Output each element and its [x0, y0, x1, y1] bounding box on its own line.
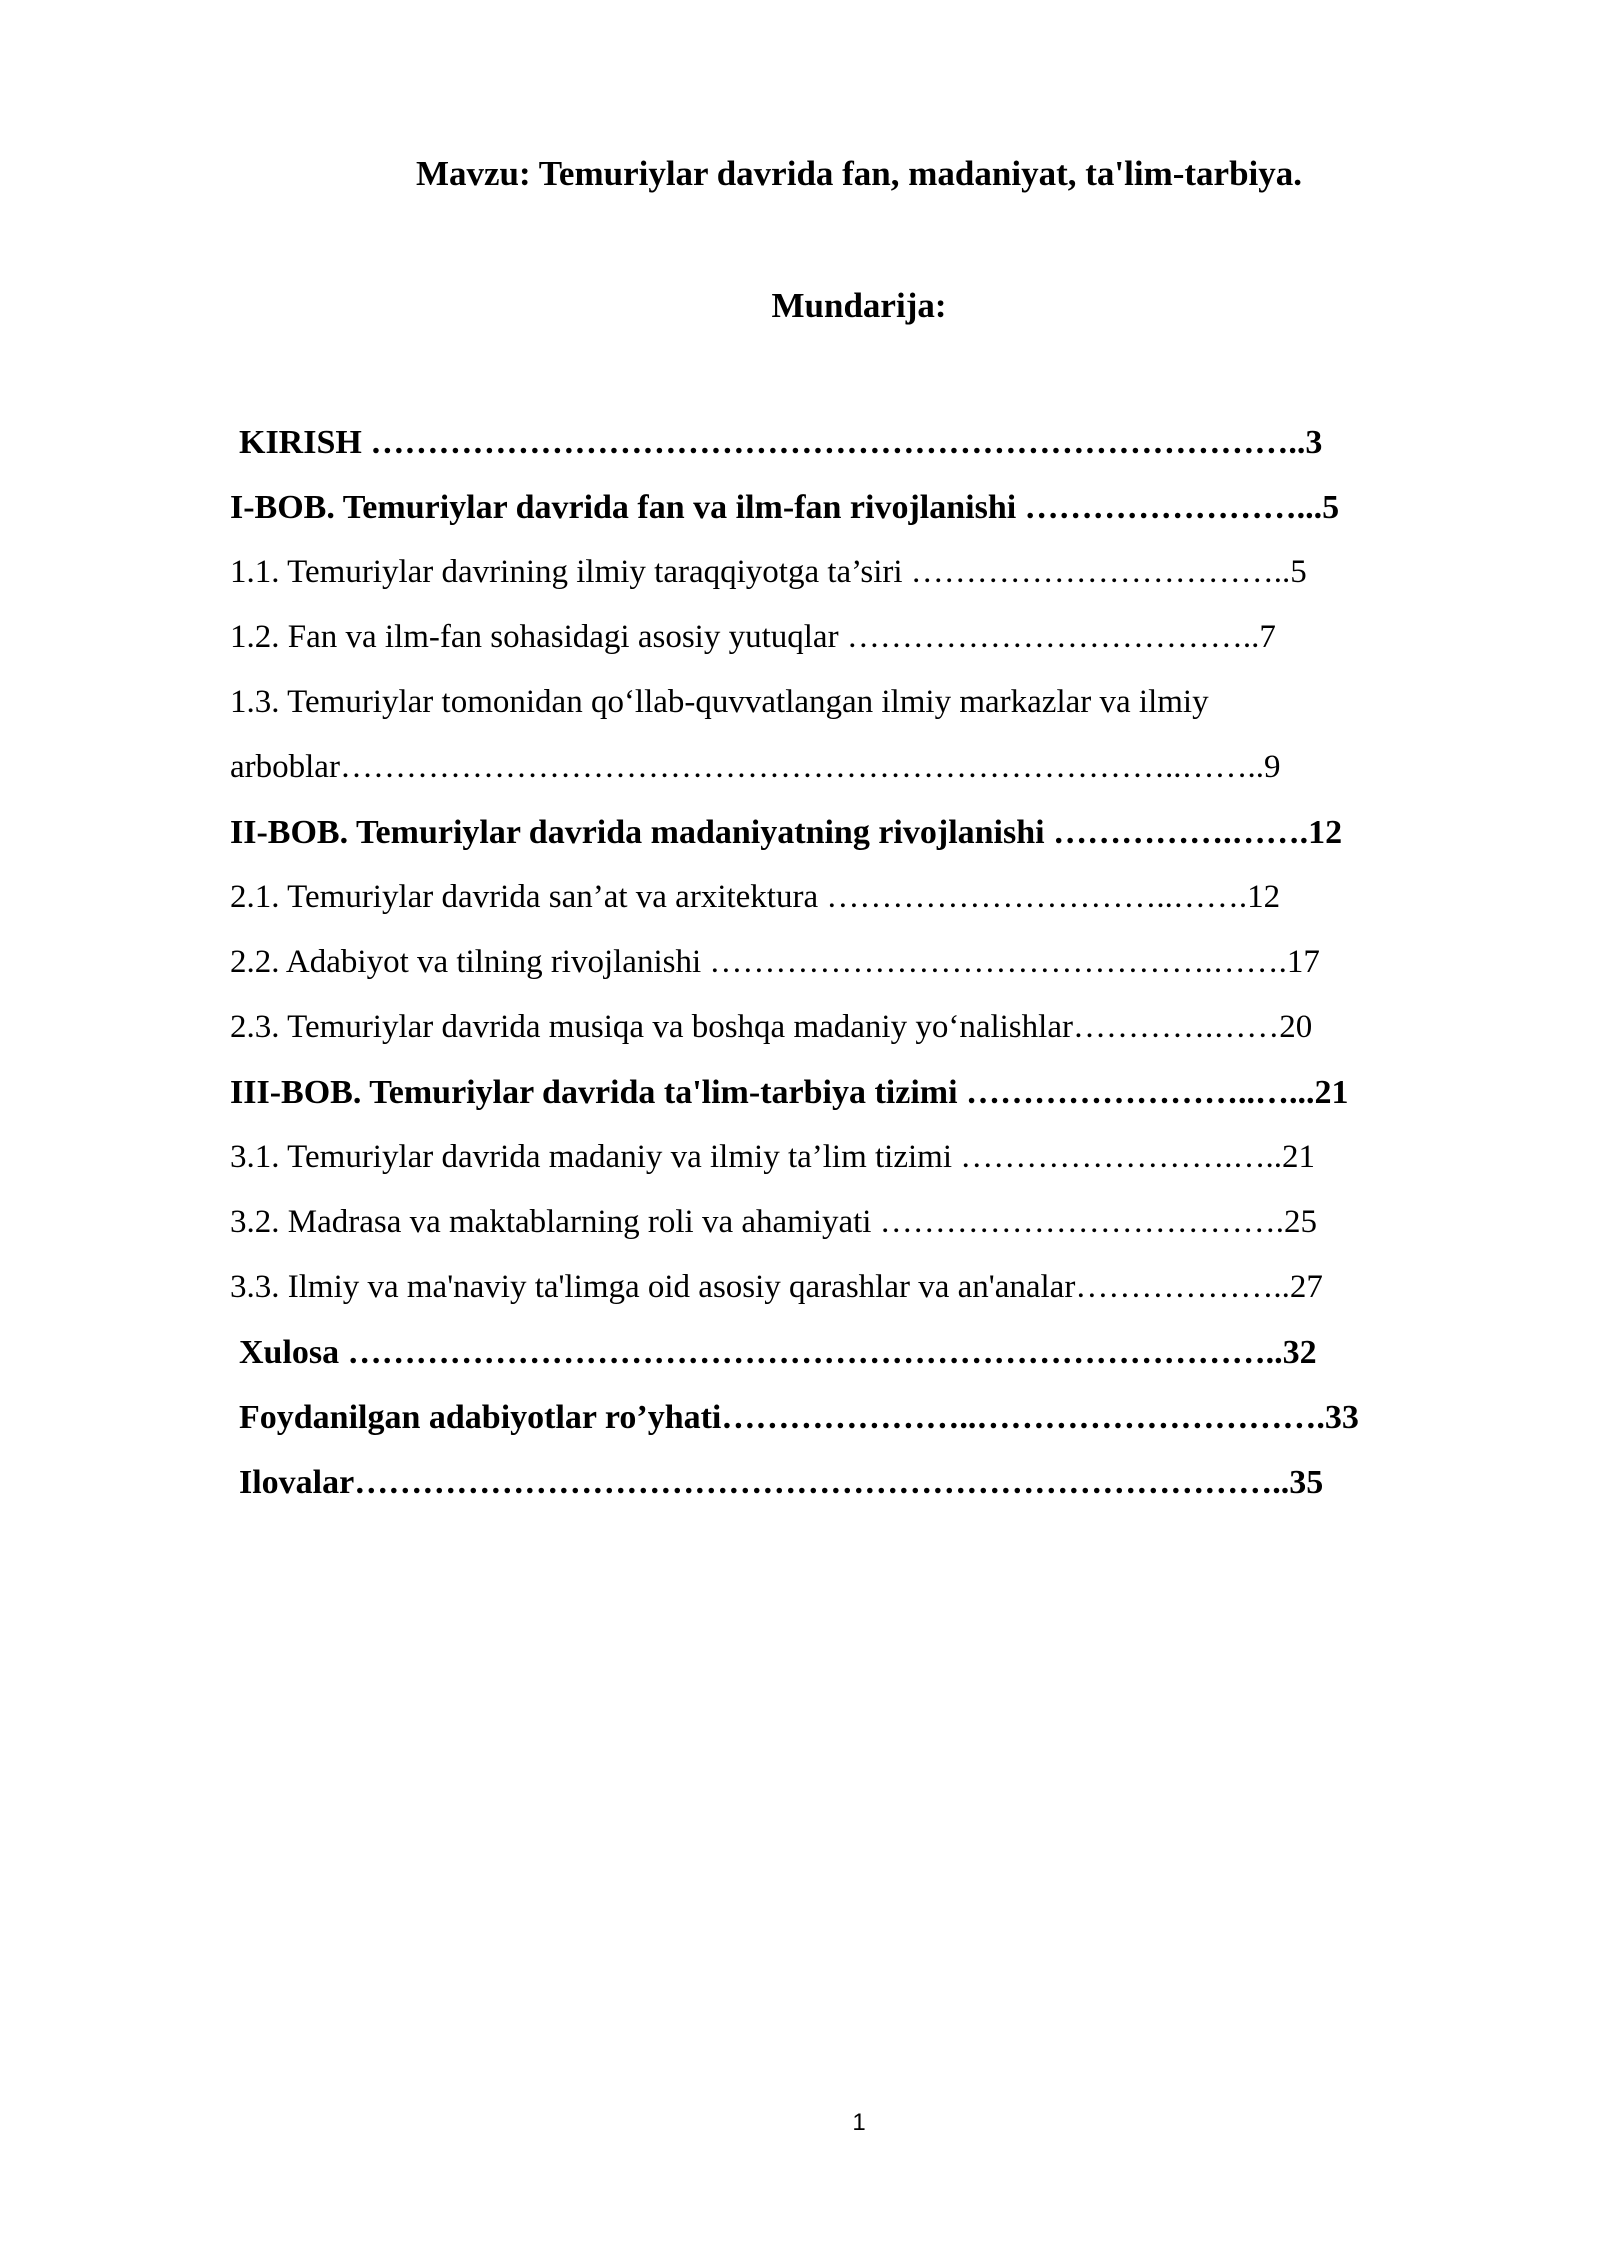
toc-heading: Mundarija:: [771, 286, 947, 325]
toc-entry-2-3: 2.3. Temuriylar davrida musiqa va boshqa madaniy yo‘nalishlar………….……20: [230, 1009, 1313, 1045]
toc-entry-ilovalar: Ilovalar………………………………………………………………………..35: [239, 1464, 1324, 1501]
toc-entry-3-2: 3.2. Madrasa va maktablarning roli va ahamiyati ……………………………….25: [230, 1204, 1317, 1240]
toc-entry-2-1: 2.1. Temuriylar davrida san’at va arxitektura …………………………..…….12: [230, 879, 1281, 915]
toc-entry-1-1: 1.1. Temuriylar davrining ilmiy taraqqiyotga ta’siri ……………………………..5: [230, 554, 1307, 590]
toc-entry-adabiyotlar: Foydanilgan adabiyotlar ro’yhati…………………..………………………….33: [239, 1399, 1359, 1436]
toc-entry-3-3: 3.3. Ilmiy va ma'naviy ta'limga oid asosiy qarashlar va an'analar………………..27: [230, 1269, 1323, 1305]
toc-entry-xulosa: Xulosa ………………………………………………………………………..32: [239, 1334, 1317, 1371]
document-title: Mavzu: Temuriylar davrida fan, madaniyat, ta'lim-tarbiya.: [415, 154, 1303, 193]
toc-entry-1-3: 1.3. Temuriylar tomonidan qo‘llab-quvvatlangan ilmiy markazlar va ilmiy: [230, 684, 1209, 720]
toc-entry-2-2: 2.2. Adabiyot va tilning rivojlanishi ……………………………………….…….17: [230, 944, 1320, 980]
toc-entry-chapter-3: III-BOB. Temuriylar davrida ta'lim-tarbiya tizimi ……………………..…...21: [230, 1074, 1349, 1111]
table-of-contents: [230, 410, 1490, 1515]
toc-entry-3-1: 3.1. Temuriylar davrida madaniy va ilmiy ta’lim tizimi …………………….…..21: [230, 1139, 1315, 1175]
toc-entry-1-2: 1.2. Fan va ilm-fan sohasidagi asosiy yutuqlar ………………………………..7: [230, 619, 1276, 655]
page-number: 1: [852, 2109, 866, 2136]
toc-entry-kirish: KIRISH ………………………………………………………………………..3: [239, 424, 1323, 461]
toc-entry-chapter-1: I-BOB. Temuriylar davrida fan va ilm-fan rivojlanishi ……………………...5: [230, 489, 1340, 526]
toc-entry-chapter-2: II-BOB. Temuriylar davrida madaniyatning rivojlanishi …………….…….12: [230, 814, 1343, 851]
toc-entry-1-3-continued: arboblar…………………………………………………………………..……..9: [230, 749, 1281, 785]
